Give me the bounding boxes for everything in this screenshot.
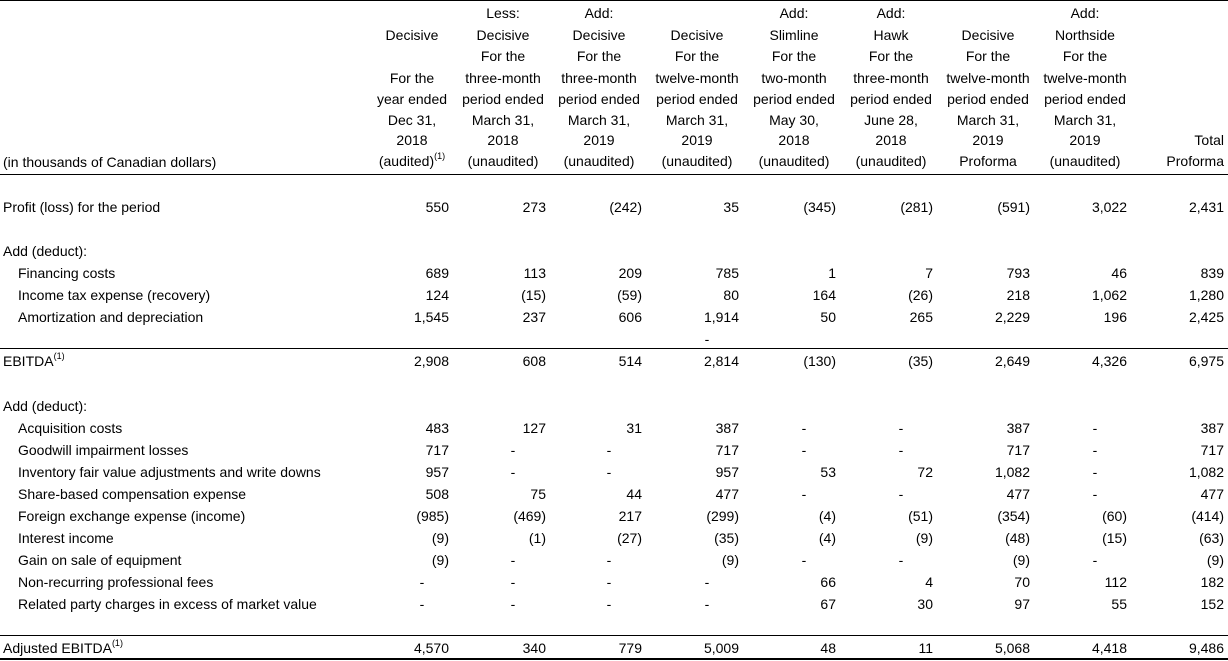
column-header-line: 2019 [972, 131, 1004, 148]
row-label [18, 417, 122, 439]
table-cell: 209 [618, 265, 642, 281]
total-rule [0, 635, 1228, 636]
table-cell: 477 [1200, 486, 1224, 502]
table-cell: 70 [1014, 574, 1030, 590]
table-cell: 2,908 [413, 353, 449, 369]
column-header-line [1124, 111, 1224, 130]
table-cell: 606 [618, 309, 642, 325]
table-cell: (9) [431, 552, 449, 568]
table-cell: (15) [521, 287, 546, 303]
table-row-adjusted-ebitda [0, 637, 1228, 659]
table-row-ebitda [0, 350, 1228, 372]
column-header-line [647, 3, 747, 25]
table-cell: 2,649 [994, 353, 1030, 369]
column-header-line [1124, 68, 1224, 90]
column-header-line: period ended [558, 91, 640, 107]
column-header-basis-text: (unaudited) [563, 153, 635, 169]
column-header-line: three-month [853, 69, 929, 86]
table-cell: 127 [522, 420, 546, 436]
column-header-line: March 31, [1053, 111, 1117, 128]
table-row [0, 527, 1228, 549]
table-cell: 5,009 [703, 640, 739, 656]
row-label-text: Related party charges in excess of market value [18, 596, 317, 612]
table-cell: (35) [908, 353, 933, 369]
table-cell: - [898, 420, 904, 436]
row-label-text: Add (deduct): [3, 398, 88, 414]
table-cell: - [606, 464, 612, 480]
column-header-line: period ended [947, 91, 1029, 107]
table-cell: 1,062 [1091, 287, 1127, 303]
column-header-line: For the [771, 48, 817, 64]
row-label [3, 196, 160, 218]
table-cell: - [1092, 552, 1098, 568]
table-cell: (242) [609, 199, 642, 215]
table-cell: 717 [715, 442, 739, 458]
column-header-basis-text: (unaudited) [1049, 153, 1121, 169]
table-cell: 957 [715, 464, 739, 480]
table-cell: 265 [909, 309, 933, 325]
table-cell: 477 [715, 486, 739, 502]
column-header-line [1124, 25, 1224, 47]
stray-dash: - [704, 331, 710, 347]
table-row [0, 284, 1228, 306]
unit-label: (in thousands of Canadian dollars) [3, 154, 217, 170]
table-cell: (27) [617, 530, 642, 546]
table-cell: (4) [818, 530, 836, 546]
column-header-line: twelve-month [1043, 69, 1127, 86]
column-header-line: Add: [779, 5, 809, 21]
footnote-marker: (1) [111, 638, 123, 649]
table-cell: (9) [721, 552, 739, 568]
table-cell: 11 [918, 640, 933, 656]
table-cell: - [898, 552, 904, 568]
table-cell: 508 [425, 486, 449, 502]
footnote-marker: (1) [434, 151, 446, 162]
column-header-line: 2019 [1069, 131, 1101, 148]
column-header [1035, 3, 1135, 173]
row-label [18, 571, 213, 593]
table-cell: - [1092, 420, 1098, 436]
table-cell: (26) [908, 287, 933, 303]
row-label-text: Non-recurring professional fees [18, 574, 214, 590]
column-header-basis [1035, 151, 1135, 173]
table-cell: 152 [1200, 596, 1224, 612]
table-cell: - [606, 596, 612, 612]
table-row [0, 549, 1228, 571]
row-label-text: Amortization and depreciation [18, 309, 204, 325]
table-cell: (1) [528, 530, 546, 546]
table-cell: 273 [522, 199, 546, 215]
column-header [647, 3, 747, 173]
column-header-line: 2018 [875, 131, 907, 148]
column-header-line: Add: [584, 5, 614, 21]
top-rule [0, 0, 1228, 1]
table-cell: - [1092, 486, 1098, 502]
table-cell: 182 [1200, 574, 1224, 590]
table-cell: - [510, 552, 516, 568]
table-cell: 477 [1006, 486, 1030, 502]
column-header-line: For the [576, 48, 622, 64]
column-header-line: three-month [561, 69, 637, 86]
column-header-line: For the [389, 69, 435, 86]
table-cell: - [704, 596, 710, 612]
table-cell: 35 [723, 199, 739, 215]
table-cell: (414) [1191, 508, 1224, 524]
table-row [0, 483, 1228, 505]
table-cell: (51) [908, 508, 933, 524]
column-header-basis-text: Proforma [1166, 153, 1224, 169]
row-label-text: Financing costs [18, 265, 116, 281]
row-label [18, 461, 321, 483]
column-header-line: Decisive [476, 26, 530, 43]
table-cell: 48 [820, 640, 836, 656]
table-cell: 550 [425, 199, 449, 215]
table-cell: - [801, 486, 807, 502]
column-header-basis-text: (audited) [378, 153, 435, 169]
row-label [18, 527, 114, 549]
table-cell: 957 [425, 464, 449, 480]
column-header-line: March 31, [567, 111, 631, 128]
table-cell: 217 [618, 508, 642, 524]
row-label-text: Gain on sale of equipment [18, 552, 182, 568]
row-label-text: Interest income [18, 530, 114, 546]
table-cell: 75 [530, 486, 546, 502]
table-row [0, 417, 1228, 439]
table-cell: 50 [820, 309, 836, 325]
table-cell: - [898, 442, 904, 458]
column-header-line: Add: [1070, 5, 1100, 21]
table-cell: - [510, 596, 516, 612]
column-header-line: period ended [850, 91, 932, 107]
table-cell: 44 [626, 486, 642, 502]
column-header [453, 3, 553, 173]
table-cell: 1,082 [994, 464, 1030, 480]
column-header-line [1124, 3, 1224, 25]
table-cell: - [898, 486, 904, 502]
table-cell: (345) [803, 199, 836, 215]
table-cell: 608 [522, 353, 546, 369]
table-cell: 30 [917, 596, 933, 612]
column-header-line: 2019 [681, 131, 713, 148]
table-cell: 4,418 [1091, 640, 1127, 656]
column-header-line [1124, 46, 1224, 68]
header-rule [0, 174, 1228, 175]
table-cell: (130) [803, 353, 836, 369]
table-cell: (48) [1005, 530, 1030, 546]
table-cell: (9) [1012, 552, 1030, 568]
table-cell: - [606, 552, 612, 568]
column-header-line: Northside [1055, 26, 1115, 43]
table-cell: 839 [1200, 265, 1224, 281]
column-header-line: Decisive [670, 26, 724, 43]
table-cell: - [606, 442, 612, 458]
table-cell: 9,486 [1188, 640, 1224, 656]
column-header-basis-text: (unaudited) [855, 153, 927, 169]
row-label-text: Adjusted EBITDA [3, 640, 112, 656]
column-header-basis-text: (unaudited) [467, 153, 539, 169]
column-header [841, 3, 941, 173]
table-cell: - [1092, 442, 1098, 458]
table-cell: - [419, 596, 425, 612]
table-cell: 2,431 [1188, 199, 1224, 215]
table-cell: - [510, 442, 516, 458]
row-label [18, 549, 181, 571]
table-cell: (985) [416, 508, 449, 524]
table-cell: 717 [1200, 442, 1224, 458]
row-label-text: Goodwill impairment losses [18, 442, 189, 458]
column-header-basis [744, 151, 844, 173]
table-cell: 1,545 [413, 309, 449, 325]
table-cell: 387 [1200, 420, 1224, 436]
table-cell: (63) [1199, 530, 1224, 546]
table-cell: 387 [1006, 420, 1030, 436]
column-header-line: Slimline [769, 26, 819, 43]
row-label [3, 350, 65, 372]
table-cell: (9) [915, 530, 933, 546]
table-cell: (299) [706, 508, 739, 524]
table-row [0, 505, 1228, 527]
table-cell: 3,022 [1091, 199, 1127, 215]
row-label-text: Acquisition costs [18, 420, 123, 436]
subtotal-rule [0, 348, 1228, 349]
column-header-line: June 28, [864, 111, 918, 128]
table-cell: 1,082 [1188, 464, 1224, 480]
column-header-basis [1124, 151, 1224, 173]
table-cell: - [801, 442, 807, 458]
row-label [3, 240, 87, 262]
column-header-basis-text: (unaudited) [758, 153, 830, 169]
table-cell: (469) [513, 508, 546, 524]
row-label [18, 262, 115, 284]
column-header-basis [453, 151, 553, 173]
column-header-basis [647, 151, 747, 173]
column-header-basis-text: Proforma [959, 153, 1017, 169]
column-header-line: twelve-month [946, 69, 1030, 86]
column-header-basis-text: (unaudited) [661, 153, 733, 169]
table-cell: - [510, 574, 516, 590]
row-label [18, 593, 317, 615]
column-header [1124, 3, 1224, 173]
table-cell: 387 [715, 420, 739, 436]
column-header-line: 2018 [487, 131, 519, 148]
table-cell: 689 [425, 265, 449, 281]
row-label-text: Inventory fair value adjustments and write downs [18, 464, 321, 480]
column-header [549, 3, 649, 173]
bottom-rule [0, 658, 1228, 660]
column-header-line: period ended [462, 91, 544, 107]
table-cell: 67 [820, 596, 836, 612]
table-cell: - [419, 574, 425, 590]
table-cell: 2,425 [1188, 309, 1224, 325]
table-cell: (591) [997, 199, 1030, 215]
column-header-line: For the [674, 48, 720, 64]
column-header-line [1124, 89, 1224, 111]
table-cell: - [801, 552, 807, 568]
table-cell: (15) [1102, 530, 1127, 546]
row-label-text: Share-based compensation expense [18, 486, 247, 502]
table-cell: 717 [1006, 442, 1030, 458]
section-heading [0, 240, 1228, 262]
table-cell: 483 [425, 420, 449, 436]
column-header-line: period ended [753, 91, 835, 107]
column-header-line: Decisive [385, 26, 439, 43]
row-label [18, 284, 210, 306]
row-label-text: Add (deduct): [3, 243, 88, 259]
table-cell: - [1092, 464, 1098, 480]
footnote-marker: (1) [53, 351, 65, 362]
column-header-line: 2018 [778, 131, 810, 148]
table-cell: (9) [431, 530, 449, 546]
section-heading [0, 395, 1228, 417]
row-label-text: Income tax expense (recovery) [18, 287, 211, 303]
table-cell: - [606, 574, 612, 590]
table-cell: 55 [1111, 596, 1127, 612]
table-cell: 4,570 [413, 640, 449, 656]
column-header-line: Add: [876, 5, 906, 21]
row-label [18, 483, 246, 505]
column-header-line: 2019 [583, 131, 615, 148]
column-header-line: May 30, [769, 111, 819, 128]
table-row [0, 262, 1228, 284]
column-header-line: year ended [376, 91, 448, 107]
table-row [0, 593, 1228, 615]
table-cell: 196 [1103, 309, 1127, 325]
column-header-basis [841, 151, 941, 173]
table-cell: 514 [618, 353, 642, 369]
column-header-line: twelve-month [655, 69, 739, 86]
column-header-line: For the [480, 48, 526, 64]
table-cell: 793 [1006, 265, 1030, 281]
table-cell: 53 [820, 464, 836, 480]
table-cell: (60) [1102, 508, 1127, 524]
table-cell: 340 [522, 640, 546, 656]
table-row [0, 196, 1228, 218]
table-cell: 164 [812, 287, 836, 303]
table-cell: 5,068 [994, 640, 1030, 656]
column-header-line: For the [868, 48, 914, 64]
table-cell: 72 [917, 464, 933, 480]
table-cell: (354) [997, 508, 1030, 524]
column-header-line: period ended [1044, 91, 1126, 107]
table-row [0, 306, 1228, 328]
column-header-basis [549, 151, 649, 173]
column-header-line: Total [1194, 131, 1224, 148]
table-cell: (9) [1206, 552, 1224, 568]
column-header [938, 3, 1038, 173]
table-cell: - [801, 420, 807, 436]
column-header-line: Decisive [961, 26, 1015, 43]
column-header-line: For the [965, 48, 1011, 64]
table-cell: 80 [723, 287, 739, 303]
column-header-basis [362, 151, 462, 173]
table-cell: 124 [425, 287, 449, 303]
table-cell: 237 [522, 309, 546, 325]
table-cell: 46 [1111, 265, 1127, 281]
table-cell: 1,914 [703, 309, 739, 325]
table-row [0, 571, 1228, 593]
table-cell: 717 [425, 442, 449, 458]
table-cell: 97 [1014, 596, 1030, 612]
table-cell: 112 [1104, 574, 1127, 590]
column-header-line: March 31, [956, 111, 1020, 128]
row-label [3, 395, 87, 417]
row-label [18, 306, 203, 328]
column-header [362, 3, 462, 173]
table-cell: - [704, 574, 710, 590]
table-cell: 31 [626, 420, 642, 436]
table-cell: 2,814 [703, 353, 739, 369]
table-cell: 4,326 [1091, 353, 1127, 369]
row-label [3, 637, 123, 659]
table-cell: 2,229 [994, 309, 1030, 325]
column-header-line: two-month [761, 69, 827, 86]
table-cell: (59) [617, 287, 642, 303]
table-cell: 7 [925, 265, 933, 281]
table-cell: 4 [925, 574, 933, 590]
table-row [0, 439, 1228, 461]
table-cell: (281) [900, 199, 933, 215]
column-header-line [362, 3, 462, 25]
column-header-line: Hawk [873, 26, 909, 43]
column-header-line: three-month [465, 69, 541, 86]
table-cell: 785 [715, 265, 739, 281]
row-label [18, 439, 188, 461]
column-header-line: For the [1062, 48, 1108, 64]
column-header-line: Dec 31, [387, 111, 437, 128]
column-header-line: Decisive [572, 26, 626, 43]
column-header-line: March 31, [471, 111, 535, 128]
table-cell: 113 [523, 265, 546, 281]
table-cell: - [510, 464, 516, 480]
table-cell: 6,975 [1188, 353, 1224, 369]
column-header-line: March 31, [665, 111, 729, 128]
table-row [0, 461, 1228, 483]
table-cell: 218 [1006, 287, 1030, 303]
column-header-line: period ended [656, 91, 738, 107]
row-label [18, 505, 245, 527]
table-cell: 1,280 [1188, 287, 1224, 303]
row-label-text: Profit (loss) for the period [3, 199, 161, 215]
row-label-text: EBITDA [3, 353, 54, 369]
row-label-text: Foreign exchange expense (income) [18, 508, 246, 524]
table-cell: (4) [818, 508, 836, 524]
table-cell: (35) [714, 530, 739, 546]
table-cell: 1 [828, 265, 836, 281]
column-header [744, 3, 844, 173]
table-cell: 66 [820, 574, 836, 590]
column-header-basis [938, 151, 1038, 173]
column-header-line: Less: [486, 5, 520, 21]
column-header-line [362, 46, 462, 68]
column-header-line: 2018 [396, 131, 428, 148]
table-cell: 779 [618, 640, 642, 656]
column-header-line [938, 3, 1038, 25]
